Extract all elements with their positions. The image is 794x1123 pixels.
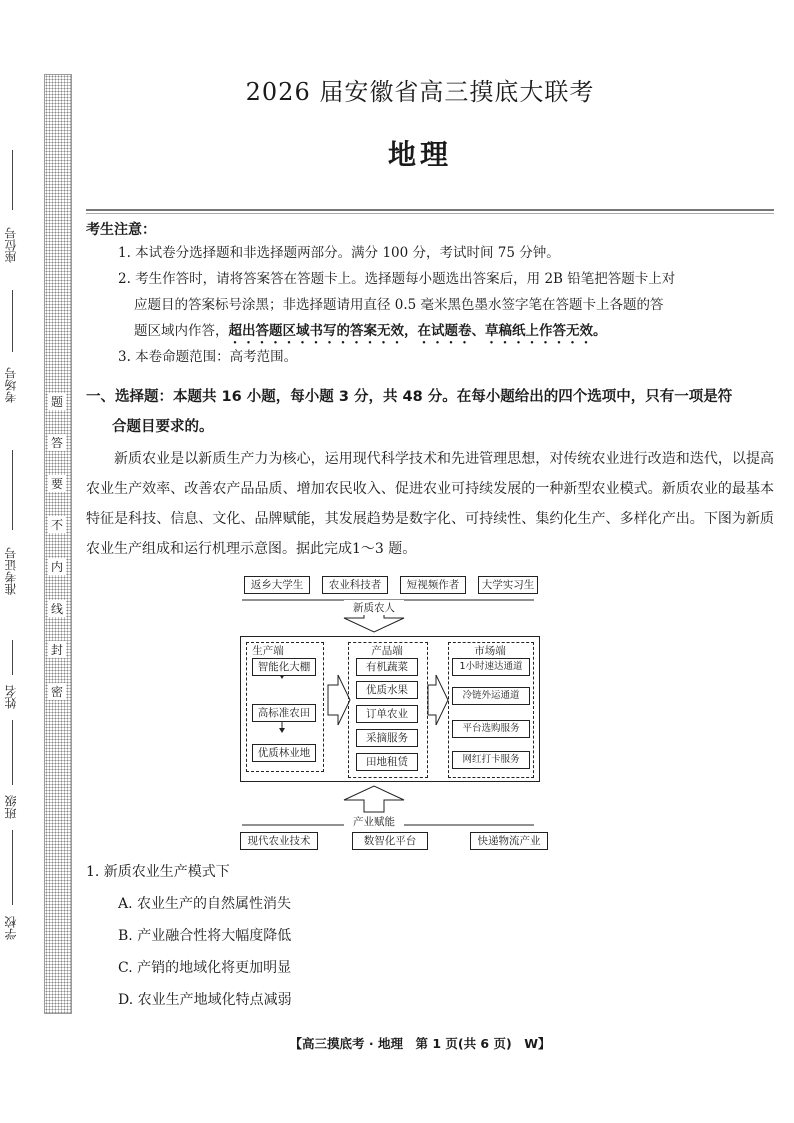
diagram-node: 高标准农田 — [252, 704, 316, 722]
diagram-node: 智能化大棚 — [252, 658, 316, 676]
diagram-node: 采摘服务 — [356, 729, 418, 747]
section-heading — [86, 382, 774, 442]
diagram-node: 现代农业技术 — [240, 832, 318, 850]
agri-diagram — [234, 570, 554, 860]
side-field-label: 考场号 — [4, 367, 18, 403]
diagram-group-title: 产品端 — [371, 645, 403, 657]
binding-strip — [44, 74, 72, 1014]
notice-item: 3. 本卷命题范围：高考范围。 — [118, 349, 298, 365]
diagram-node: 1小时速达通道 — [452, 658, 530, 676]
diagram-label: 新质农人 — [344, 600, 404, 615]
diagram-node: 冷链外运通道 — [452, 687, 530, 705]
diagram-node: 田地租赁 — [356, 753, 418, 771]
question-stem: 1. 新质农业生产模式下 — [86, 864, 230, 880]
side-field-label: 座位号 — [4, 227, 18, 263]
notice-emphasis: 超出答题区域书写的答案无效，在试题卷、草稿纸上作答无效。 — [228, 323, 607, 339]
diagram-node: 农业科技者 — [322, 576, 388, 594]
diagram-group-title: 市场端 — [474, 645, 506, 657]
diagram-node: 短视频作者 — [400, 576, 466, 594]
diagram-node: 网红打卡服务 — [452, 751, 530, 769]
diagram-label: 产业赋能 — [344, 814, 404, 829]
diagram-node: 优质水果 — [356, 681, 418, 699]
subject-title: 地理 — [387, 138, 452, 171]
notice-heading: 考生注意： — [86, 222, 156, 238]
seal-char: 密 — [48, 683, 66, 700]
page-footer: 【高三摸底考 · 地理 第 1 页(共 6 页) W】 — [289, 1036, 551, 1051]
notice-item — [118, 266, 774, 347]
diagram-node: 优质林业地 — [252, 744, 316, 762]
seal-char: 线 — [48, 600, 66, 617]
side-field-label: 姓名 — [4, 685, 18, 709]
seal-char: 要 — [48, 475, 66, 492]
option-d[interactable]: D. 农业生产地域化特点减弱 — [118, 992, 292, 1008]
seal-char: 题 — [48, 393, 66, 410]
diagram-node: 有机蔬菜 — [356, 658, 418, 676]
arrow-up-icon — [344, 786, 404, 812]
seal-char: 答 — [48, 434, 66, 451]
diagram-node: 订单农业 — [356, 705, 418, 723]
notice-item: 1. 本试卷分选择题和非选择题两部分。满分 100 分，考试时间 75 分钟。 — [118, 245, 560, 261]
side-field-label: 学校 — [4, 916, 18, 940]
option-a[interactable]: A. 农业生产的自然属性消失 — [118, 896, 292, 912]
notice-line — [118, 318, 774, 347]
section-line: 合题目要求的。 — [112, 419, 214, 435]
notice-line: 应题目的答案标号涂黑；非选择题请用直径 0.5 毫米黑色墨水签字笔在答题卡上各题的答 — [134, 297, 664, 313]
side-field-label: 准考证号 — [4, 547, 18, 595]
divider — [86, 209, 774, 211]
seal-char: 不 — [48, 516, 66, 533]
option-b[interactable]: B. 产业融合性将大幅度降低 — [118, 928, 292, 944]
notice-line: 2. 考生作答时，请将答案答在答题卡上。选择题每小题选出答案后，用 2B 铅笔把答题卡上对 — [118, 271, 676, 287]
exam-title: 2026 届安徽省高三摸底大联考 — [245, 78, 595, 106]
passage: 新质农业是以新质生产力为核心，运用现代科学技术和先进管理思想，对传统农业进行改造和迭代，以提高农业生产效率、改善农产品品质、增加农民收入、促进农业可持续发展的一种新型农业模式。新质农业的最基本特征是科技、信息、文化、品牌赋能，其发展趋势是数字化、可持续性、集约化生产、多样化产出。下图为新质农业生产组成和运行机理示意图。据此完成1～3 题。 — [86, 451, 774, 557]
diagram-node: 大学实习生 — [478, 576, 538, 594]
notice-text: 题区域内作答， — [134, 323, 229, 339]
diagram-node: 平台选购服务 — [452, 720, 530, 738]
seal-char: 内 — [48, 558, 66, 575]
divider — [86, 213, 774, 214]
diagram-node: 快递物流产业 — [470, 832, 548, 850]
diagram-node: 返乡大学生 — [244, 576, 310, 594]
seal-char: 封 — [48, 641, 66, 658]
diagram-group-title: 生产端 — [252, 645, 284, 657]
diagram-node: 数智化平台 — [352, 832, 428, 850]
option-c[interactable]: C. 产销的地域化将更加明显 — [118, 960, 292, 976]
section-line: 一、选择题：本题共 16 小题，每小题 3 分，共 48 分。在每小题给出的四个选项中，只有一项是符 — [86, 389, 733, 405]
side-field-label: 班级 — [4, 795, 18, 819]
